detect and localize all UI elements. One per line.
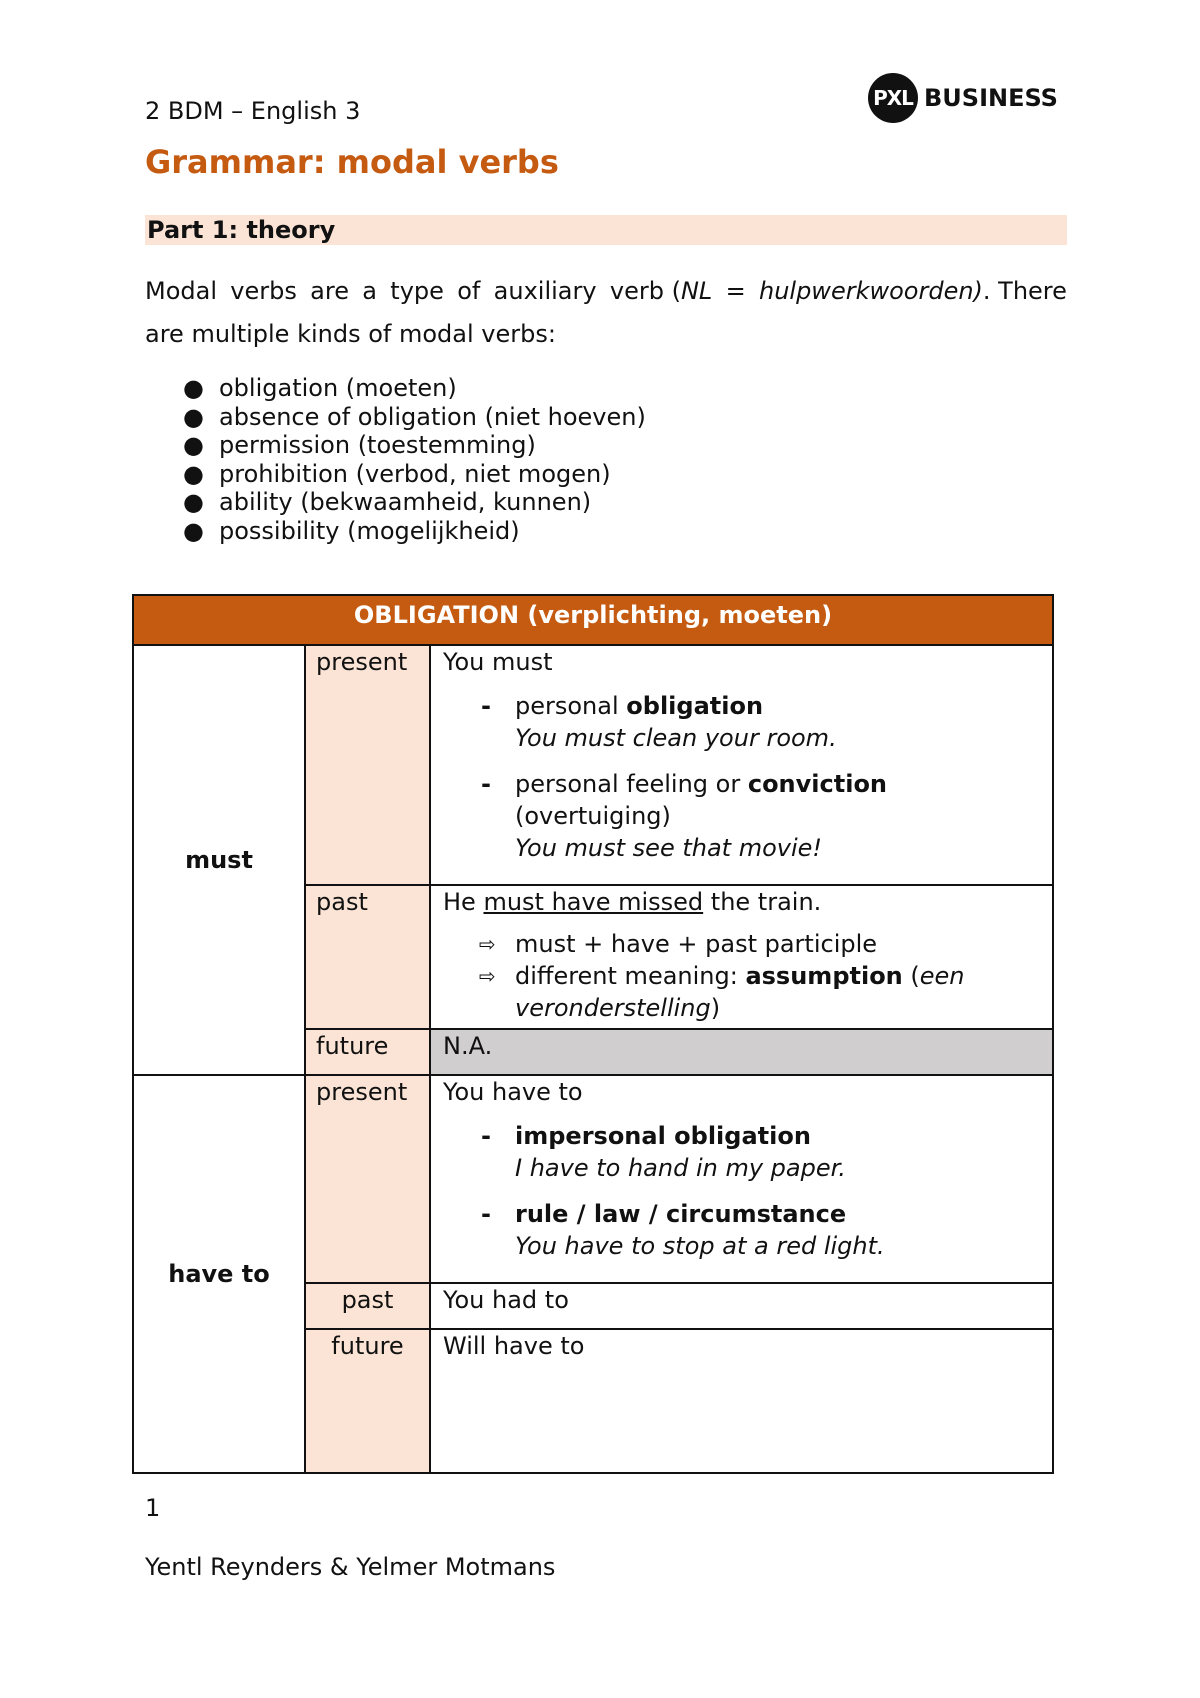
bullet-icon: ● [183,374,204,402]
tense-cell: present [305,1075,430,1283]
intro-word: of [457,277,481,305]
tense-cell: past [305,1283,430,1329]
intro-nl-group [759,270,1067,313]
content-cell [430,885,1053,1029]
intro-eq: = [725,277,746,305]
arrow-right-icon: ⇨ [479,932,496,956]
intro-word: verbs [230,277,297,305]
bullet-icon: ● [183,459,204,488]
tense-cell: future [305,1329,430,1473]
list-item [443,768,1040,864]
pxl-business-logo [868,72,1058,124]
intro-word-group [610,270,712,313]
content-intro: You must [443,648,553,676]
verb-cell-have-to: have to [133,1075,305,1473]
list-item [443,690,1040,754]
intro-word: ( [671,277,681,305]
example-text: veronderstelling [515,994,711,1022]
item-bold: conviction [747,770,888,798]
intro-word: a [362,277,377,305]
list-item [145,460,646,489]
item-text: the train. [703,888,822,916]
part-heading-text: Part 1: theory [147,216,336,244]
list-item-text: possibility (mogelijkheid) [219,516,520,545]
content-cell [430,1075,1053,1283]
tense-cell: past [305,885,430,1029]
item-bold: rule / law / circumstance [515,1200,847,1228]
item-text: ) [710,994,721,1022]
table-header-row [133,595,1053,645]
content-cell: Will have to [430,1329,1053,1473]
part-heading [145,215,1067,245]
dash-bullet: - [481,692,491,720]
list-item-text: ability (bekwaamheid, kunnen) [219,488,592,517]
list-item [443,960,1040,1024]
intro-paragraph [145,270,1067,356]
arrow-right-icon: ⇨ [479,964,496,988]
intro-line-2: are multiple kinds of modal verbs: [145,320,556,348]
list-item [145,403,646,432]
content-cell [430,645,1053,885]
page-number: 1 [145,1494,161,1522]
list-item [145,517,646,546]
list-item-text: prohibition (verbod, niet mogen) [219,459,611,488]
list-item-text: permission (toestemming) [219,431,536,460]
content-intro [443,888,1040,916]
intro-nl-term: hulpwerkwoorden) [758,277,983,305]
bullet-icon: ● [183,488,204,517]
bullet-icon: ● [183,431,204,460]
intro-word: verb [609,277,664,305]
intro-nl-label: NL [680,277,713,305]
example-text: I have to hand in my paper. [515,1154,846,1182]
pxl-logo-mark: PXL [868,73,918,123]
list-item [443,1120,1040,1184]
list-item [145,488,646,517]
tense-cell: future [305,1029,430,1075]
verb-cell-must: must [133,645,305,1075]
table-header: OBLIGATION (verplichting, moeten) [133,595,1053,645]
intro-word: type [390,277,444,305]
item-text: must + have + past participle [515,930,878,958]
tense-cell: present [305,645,430,885]
intro-word: auxiliary [493,277,597,305]
item-text: different meaning: [515,962,746,990]
table-row [133,1075,1053,1283]
list-item [145,374,646,403]
item-text: (overtuiging) [515,802,671,830]
obligation-table [132,594,1054,1474]
logo-text: BUSINESS [924,84,1058,112]
table-row [133,645,1053,885]
footer-authors: Yentl Reynders & Yelmer Motmans [145,1553,556,1581]
page-title: Grammar: modal verbs [145,143,559,181]
item-bold: impersonal obligation [515,1122,811,1150]
dash-bullet: - [481,770,491,798]
dash-bullet: - [481,1122,491,1150]
content-intro: You have to [443,1078,583,1106]
content-cell: You had to [430,1283,1053,1329]
item-text: personal feeling or [515,770,748,798]
example-text: een [919,962,965,990]
list-item [145,431,646,460]
intro-word: Modal [145,277,217,305]
intro-line-1 [145,270,1067,313]
content-cell-na: N.A. [430,1029,1053,1075]
list-item-text: absence of obligation (niet hoeven) [219,402,646,431]
item-text: ( [902,962,920,990]
example-text: You must clean your room. [515,724,837,752]
bullet-icon: ● [183,402,204,431]
list-item [443,928,1040,960]
item-text: personal [515,692,627,720]
modal-kinds-list [145,374,646,546]
dash-bullet: - [481,1200,491,1228]
example-text: You must see that movie! [515,834,823,862]
underlined-text: must have missed [483,888,704,916]
list-item-text: obligation (moeten) [219,374,457,402]
example-text: You have to stop at a red light. [515,1232,885,1260]
intro-there: . There [982,277,1067,305]
item-text: He [443,888,484,916]
item-bold: obligation [626,692,764,720]
list-item [443,1198,1040,1262]
item-bold: assumption [745,962,903,990]
course-label: 2 BDM – English 3 [145,97,361,125]
bullet-icon: ● [183,516,204,545]
intro-word: are [310,277,349,305]
